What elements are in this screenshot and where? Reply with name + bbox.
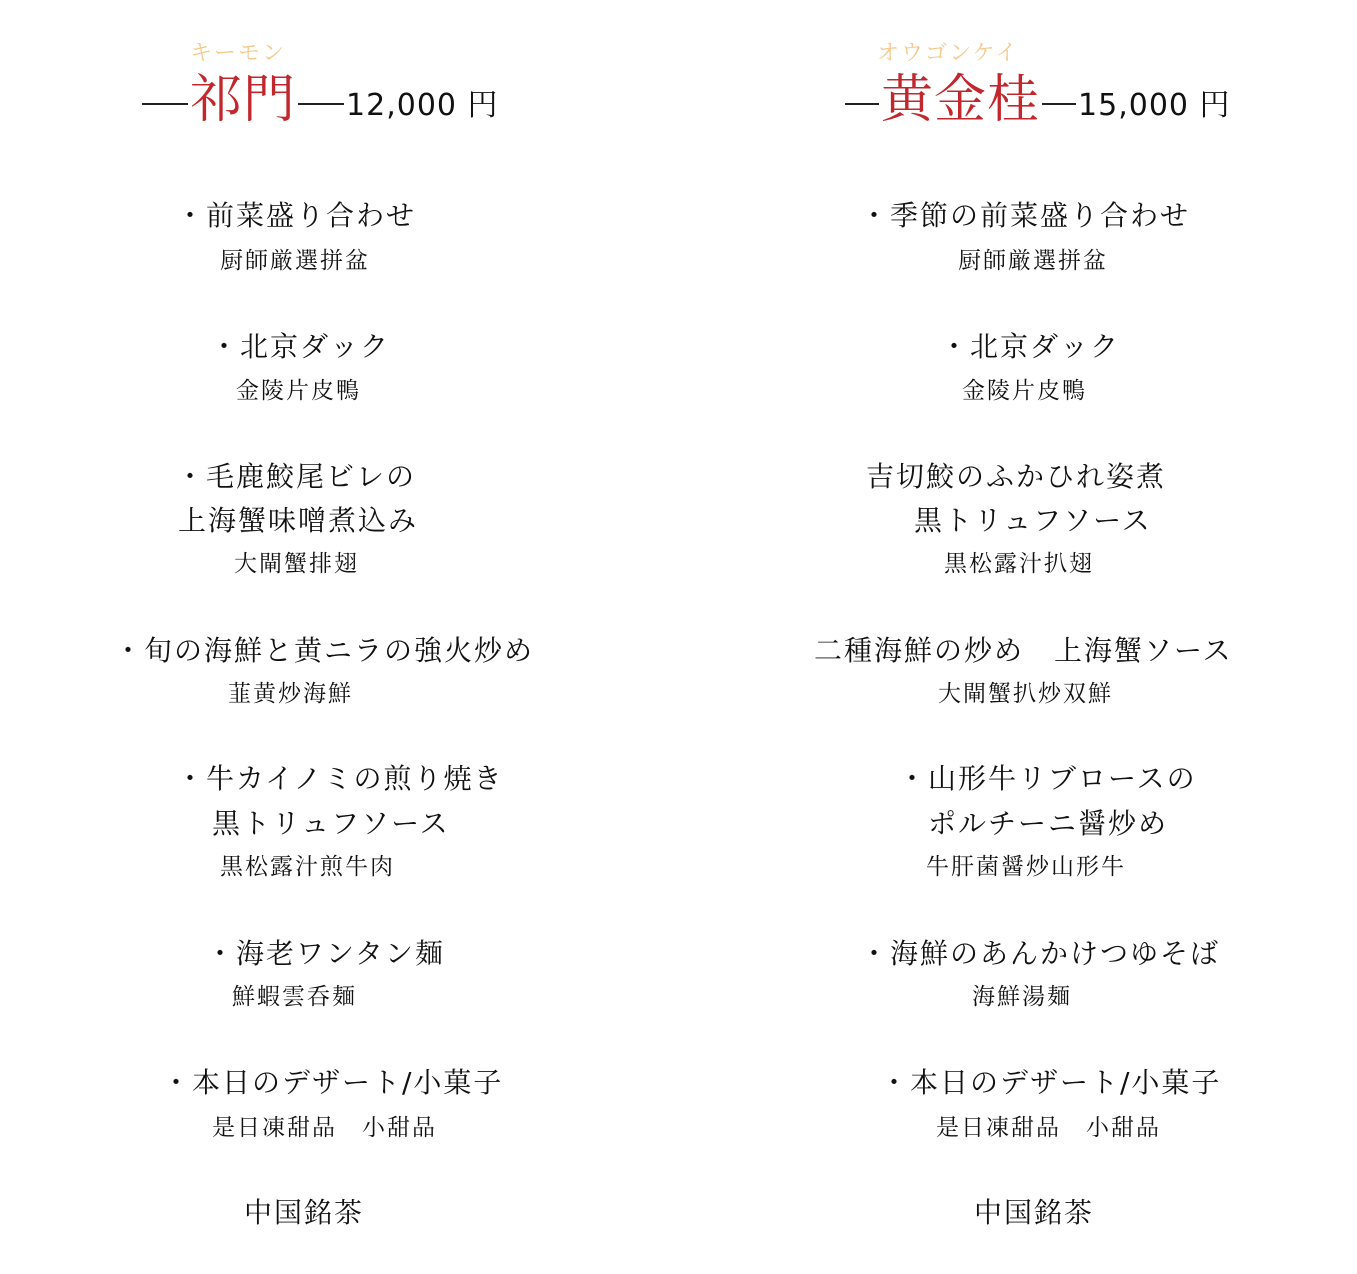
- dish-name: ・本日のデザート/小菓子: [162, 1066, 504, 1099]
- course-title-ruby: キーモン: [190, 41, 287, 66]
- dish-name: ・海老ワンタン麺: [206, 937, 445, 970]
- course-ougonkei: [679, 0, 1357, 1274]
- title-dash-left: [845, 103, 879, 105]
- course-name: 黄金桂: [881, 70, 1041, 130]
- dish-chinese-name: 黒松露汁扒翅: [944, 551, 1094, 577]
- dish-name: ・季節の前菜盛り合わせ: [860, 199, 1191, 232]
- dish-chinese-name: 金陵片皮鴨: [962, 378, 1087, 404]
- dish-name: ・北京ダック: [210, 330, 391, 363]
- course-name: 祁門: [190, 70, 297, 130]
- course-kimon: [0, 0, 678, 1274]
- chinese-tea: 中国銘茶: [974, 1196, 1095, 1229]
- dish-name-line-1: 吉切鮫のふかひれ姿煮: [866, 460, 1167, 493]
- dish-name: ・海鮮のあんかけつゆそば: [860, 937, 1221, 970]
- course-title-ruby: オウゴンケイ: [877, 41, 1020, 66]
- title-dash-right: [1042, 103, 1076, 105]
- dish-chinese-name: 牛肝菌醤炒山形牛: [926, 854, 1126, 880]
- dish-name-line-2: 黒トリュフソース: [212, 807, 450, 840]
- dish-name-line-2: 黒トリュフソース: [914, 504, 1152, 537]
- dish-name: ・旬の海鮮と黄ニラの強火炒め: [114, 634, 535, 667]
- dish-name-line-1: ・牛カイノミの煎り焼き: [176, 762, 504, 795]
- dish-chinese-name: 厨師厳選拼盆: [958, 248, 1108, 274]
- dish-name-line-2: 上海蟹味噌煮込み: [178, 504, 419, 537]
- course-price: 12,000 円: [346, 88, 499, 123]
- dish-chinese-name: 大閘蟹排翅: [234, 551, 359, 577]
- dish-name: ・北京ダック: [940, 330, 1121, 363]
- dish-chinese-name: 是日凍甜品 小甜品: [936, 1115, 1161, 1141]
- dish-name: ・本日のデザート/小菓子: [880, 1066, 1222, 1099]
- dish-chinese-name: 韮黄炒海鮮: [228, 681, 353, 707]
- dish-chinese-name: 是日凍甜品 小甜品: [212, 1115, 437, 1141]
- dish-name: 二種海鮮の炒め 上海蟹ソース: [814, 634, 1233, 667]
- dish-name: ・前菜盛り合わせ: [176, 199, 417, 232]
- dish-chinese-name: 大閘蟹扒炒双鮮: [938, 681, 1113, 707]
- course-price: 15,000 円: [1078, 88, 1231, 123]
- dish-name-line-2: ポルチーニ醤炒め: [928, 807, 1169, 840]
- course-title: [140, 70, 499, 130]
- dish-name-line-1: ・毛鹿鮫尾ビレの: [176, 460, 417, 493]
- title-dash-left: [142, 103, 188, 105]
- course-title: [843, 70, 1231, 130]
- dish-name-line-1: ・山形牛リブロースの: [898, 762, 1197, 795]
- chinese-tea: 中国銘茶: [244, 1196, 365, 1229]
- dish-chinese-name: 海鮮湯麺: [972, 984, 1072, 1010]
- dish-chinese-name: 厨師厳選拼盆: [220, 248, 370, 274]
- dish-chinese-name: 黒松露汁煎牛肉: [220, 854, 395, 880]
- dish-chinese-name: 鮮蝦雲呑麺: [232, 984, 357, 1010]
- title-dash-right: [298, 103, 344, 105]
- dish-chinese-name: 金陵片皮鴨: [236, 378, 361, 404]
